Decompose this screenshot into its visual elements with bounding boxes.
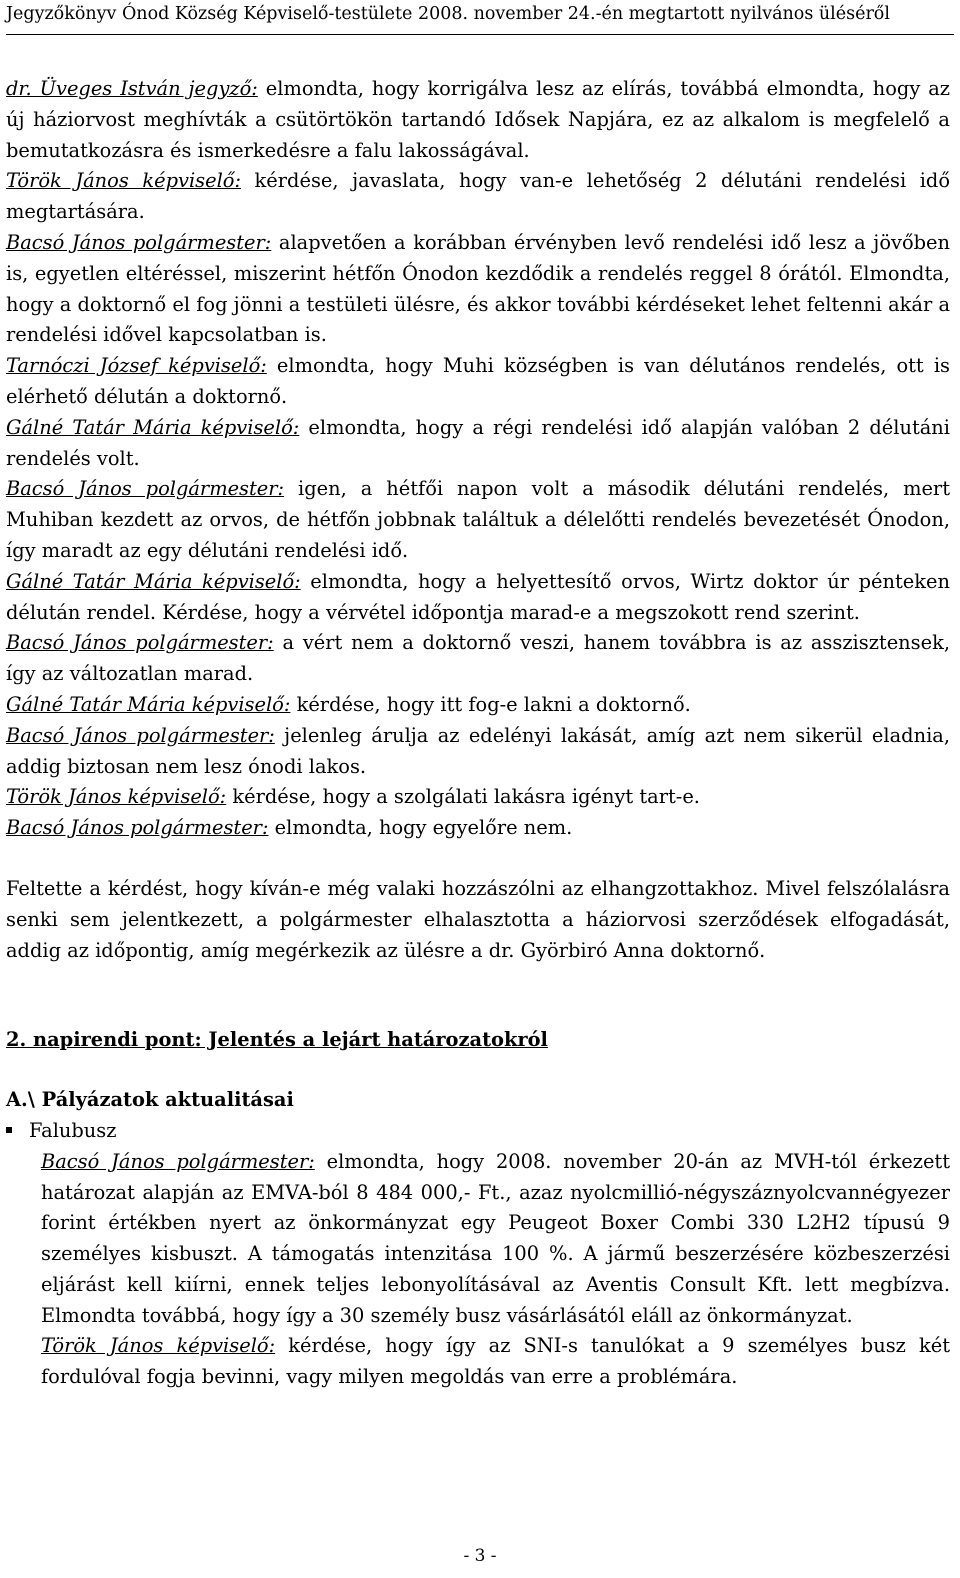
paragraph-text: a vért nem a doktornő veszi, hanem továbbra is az asszisztensek, így az változatlan marad.	[6, 631, 951, 686]
paragraph-text: elmondta, hogy korrigálva lesz az elírás, továbbá elmondta, hogy az új háziorvost meghívták a csütörtökön tartandó Idősek Napjára, ez az alkalom is megfelelő a bemutatkozásra és ismerkedésre a falu lakosságával.	[6, 77, 950, 162]
speaker-label: dr. Üveges István jegyző:	[6, 77, 258, 100]
speaker-label: Bacsó János polgármester:	[6, 477, 285, 501]
spacer	[6, 1056, 950, 1085]
speaker-label: Tarnóczi József képviselő:	[6, 354, 267, 378]
spacer	[6, 966, 950, 1025]
paragraph-text: kérdése, javaslata, hogy van-e lehetőség 2 délutáni rendelési idő megtartására.	[6, 169, 951, 224]
paragraph-text: elmondta, hogy a régi rendelési idő alapján valóban 2 délutáni rendelés volt.	[6, 415, 950, 470]
paragraph-text: kérdése, hogy a szolgálati lakásra igényt tart-e.	[226, 785, 700, 809]
paragraph-text: jelenleg árulja az edelényi lakását, amíg azt nem sikerül eladnia, addig biztosan nem lesz ónodi lakos.	[6, 723, 950, 778]
paragraph	[6, 166, 950, 228]
speaker-label: Gálné Tatár Mária képviselő:	[6, 692, 291, 716]
indented-paragraph	[41, 1147, 950, 1332]
speaker-label: Gálné Tatár Mária képviselő:	[6, 415, 300, 439]
bullet-text: Falubusz	[29, 1118, 117, 1142]
paragraph	[6, 351, 950, 413]
paragraph-text: kérdése, hogy így az SNI-s tanulókat a 9 személyes busz két fordulóval fogja bevinni, vagy milyen megoldás van erre a problémára.	[41, 1334, 950, 1389]
speaker-label: Török János képviselő:	[41, 1334, 276, 1358]
speaker-label: Török János képviselő:	[6, 785, 227, 809]
header-divider	[6, 34, 954, 35]
paragraph	[6, 721, 950, 783]
paragraph-text: elmondta, hogy 2008. november 20-án az MVH-tól érkezett határozat alapján az EMVA-ból 8 484 000,- Ft., azaz nyolcmillió-négyszáznyolcvannégyezer forint értékben nyert az önkormányzat egy Peugeot Boxer Combi 330 L2H2 típusú 9 személyes kisbuszt. A támogatás intenzitása 100 %. A jármű beszerzésére közbeszerzési eljárást kell kiírni, ennek teljes lebonyolításával az Aventis Consult Kft. lett megbízva. Elmondta továbbá, hogy így a 30 személy busz vásárlásától eláll az önkormányzat.	[41, 1149, 951, 1327]
paragraph	[6, 813, 950, 844]
agenda-heading: 2. napirendi pont: Jelentés a lejárt határozatokról	[6, 1028, 548, 1052]
paragraph	[6, 74, 950, 166]
paragraph	[6, 690, 950, 721]
paragraph-text: elmondta, hogy egyelőre nem.	[268, 816, 573, 840]
speaker-label: Bacsó János polgármester:	[41, 1149, 315, 1173]
paragraph-text: igen, a hétfői napon volt a második délutáni rendelés, mert Muhiban kezdett az orvos, de hétfőn jobbnak találtuk a délelőtti rendelés bevezetését Ónodon, így maradt az egy délutáni rendelési idő.	[6, 477, 950, 562]
paragraph	[6, 567, 950, 629]
speaker-label: Bacsó János polgármester:	[6, 816, 269, 840]
running-header: Jegyzőkönyv Ónod Község Képviselő-testülete 2008. november 24.-én megtartott nyilvános üléséről	[6, 4, 890, 24]
indented-paragraph	[41, 1331, 950, 1393]
paragraph-text: alapvetően a korábban érvényben levő rendelési idő lesz a jövőben is, egyetlen eltéréssel, miszerint hétfőn Ónodon kezdődik a rendelés reggel 8 órától. Elmondta, hogy a doktornő el fog jönni a testületi ülésre, és akkor további kérdéseket lehet feltenni akár a rendelési idővel kapcsolatban is.	[6, 230, 950, 347]
speaker-label: Bacsó János polgármester:	[6, 230, 272, 254]
paragraph	[6, 228, 950, 351]
paragraph	[6, 782, 950, 813]
square-bullet-icon	[6, 1127, 12, 1133]
speaker-label: Bacsó János polgármester:	[6, 723, 275, 747]
paragraph	[6, 474, 950, 566]
bullet-list-item	[6, 1116, 950, 1147]
summary-paragraph: Feltette a kérdést, hogy kíván-e még valaki hozzászólni az elhangzottakhoz. Mivel felszólalásra senki sem jelentkezett, a polgármester elhalasztotta a háziorvosi szerződések elfogadását, addig az időpontig, amíg megérkezik az ülésre a dr. Györbiró Anna doktornő.	[6, 876, 950, 962]
paragraph	[6, 413, 950, 475]
section-heading: A.\ Pályázatok aktualitásai	[6, 1088, 294, 1112]
speaker-label: Gálné Tatár Mária képviselő:	[6, 569, 301, 593]
speaker-label: Török János képviselő:	[6, 169, 241, 193]
paragraph-text: kérdése, hogy itt fog-e lakni a doktornő.	[290, 692, 691, 716]
spacer	[6, 844, 950, 874]
page-number: - 3 -	[463, 1546, 497, 1566]
paragraph-text: elmondta, hogy a helyettesítő orvos, Wirtz doktor úr pénteken délután rendel. Kérdése, hogy a vérvétel időpontja marad-e a megszokott rend szerint.	[6, 569, 950, 624]
paragraph-text: elmondta, hogy Muhi községben is van délutános rendelés, ott is elérhető délután a doktornő.	[6, 354, 950, 408]
speaker-label: Bacsó János polgármester:	[6, 631, 274, 655]
document-body	[6, 74, 950, 1393]
paragraph	[6, 628, 950, 690]
